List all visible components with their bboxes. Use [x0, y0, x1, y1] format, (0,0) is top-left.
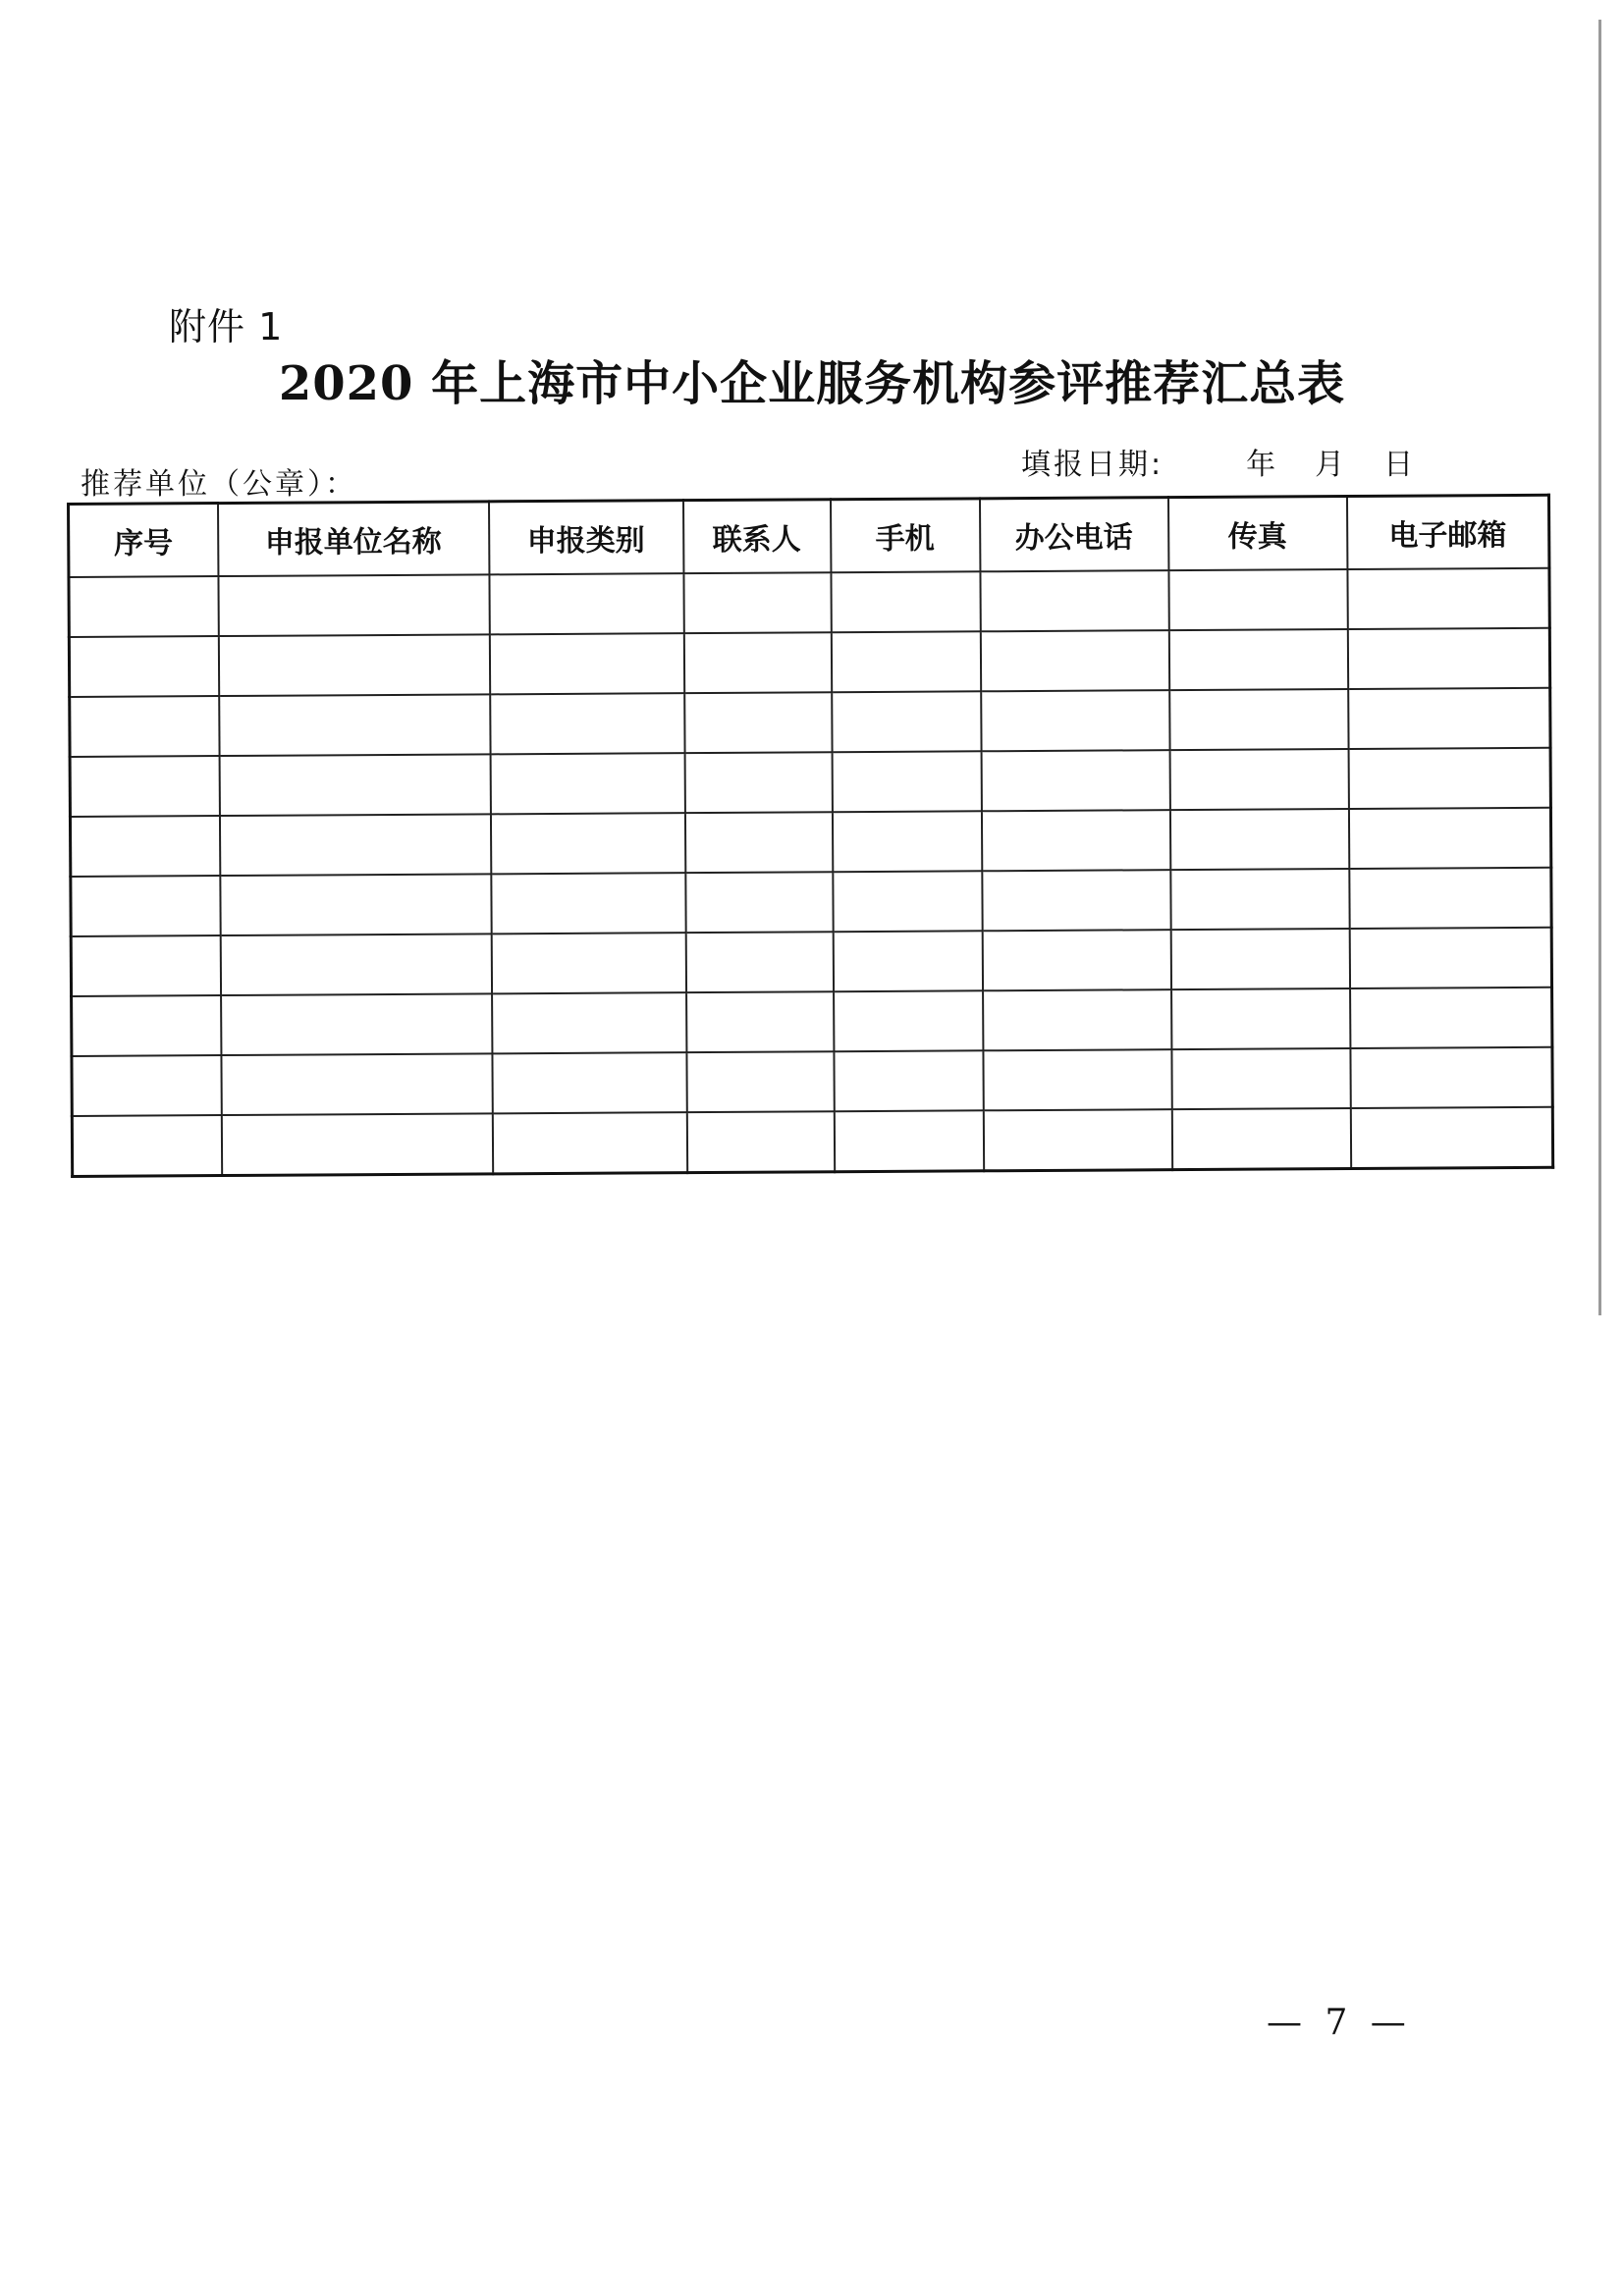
table-cell[interactable]: [490, 753, 684, 814]
summary-table-wrapper: [67, 494, 1551, 1178]
table-cell[interactable]: [70, 816, 219, 877]
table-cell[interactable]: [981, 750, 1169, 811]
page-number: — 7 —: [1267, 2002, 1412, 2043]
table-cell[interactable]: [71, 935, 220, 996]
table-header-row: [69, 495, 1549, 577]
table-cell[interactable]: [72, 1055, 221, 1116]
table-cell[interactable]: [220, 934, 491, 995]
table-cell[interactable]: [686, 1111, 834, 1172]
table-cell[interactable]: [221, 1053, 492, 1115]
table-body: [69, 568, 1553, 1177]
table-cell[interactable]: [69, 576, 218, 637]
table-cell[interactable]: [831, 631, 980, 692]
fill-date: [1021, 440, 1413, 483]
table-cell[interactable]: [982, 870, 1170, 931]
table-cell[interactable]: [1349, 868, 1551, 929]
table-cell[interactable]: [70, 696, 219, 757]
table-cell[interactable]: [981, 810, 1169, 871]
table-cell[interactable]: [492, 992, 686, 1053]
table-cell[interactable]: [490, 693, 684, 754]
table-cell[interactable]: [1348, 688, 1550, 749]
table-cell[interactable]: [221, 993, 492, 1055]
table-cell[interactable]: [69, 636, 218, 697]
scan-edge-line: [1598, 20, 1601, 1315]
table-cell[interactable]: [1171, 988, 1350, 1049]
table-cell[interactable]: [980, 630, 1168, 691]
column-header-contact: 联系人: [682, 500, 830, 573]
table-cell[interactable]: [219, 694, 490, 756]
column-header-category: 申报类别: [489, 501, 683, 575]
table-row: [70, 808, 1550, 877]
table-cell[interactable]: [1169, 809, 1348, 870]
column-header-office-phone: 办公电话: [979, 498, 1167, 572]
column-header-mobile: 手机: [830, 499, 979, 572]
table-cell[interactable]: [491, 873, 685, 934]
table-cell[interactable]: [684, 752, 832, 813]
table-cell[interactable]: [685, 932, 833, 992]
table-cell[interactable]: [219, 754, 490, 816]
table-cell[interactable]: [982, 930, 1170, 990]
table-cell[interactable]: [221, 1113, 492, 1175]
table-cell[interactable]: [983, 1109, 1171, 1171]
table-cell[interactable]: [489, 633, 683, 694]
table-cell[interactable]: [834, 1110, 983, 1171]
table-row: [72, 1107, 1552, 1177]
summary-table: [67, 494, 1554, 1178]
recommending-unit-label: 推荐单位（公章）：: [81, 467, 357, 502]
table-cell[interactable]: [981, 690, 1169, 751]
table-cell[interactable]: [491, 933, 685, 993]
column-header-serial: 序号: [69, 504, 218, 577]
column-header-fax: 传真: [1167, 497, 1346, 571]
table-cell[interactable]: [686, 991, 834, 1052]
column-header-email: 电子邮箱: [1346, 495, 1548, 569]
table-cell[interactable]: [1350, 988, 1552, 1048]
table-cell[interactable]: [1349, 928, 1551, 988]
table-row: [69, 568, 1549, 637]
table-cell[interactable]: [1350, 1107, 1552, 1169]
document-title: 2020 年上海市中小企业服务机构参评推荐汇总表: [278, 356, 1346, 411]
table-cell[interactable]: [1170, 869, 1349, 930]
table-cell[interactable]: [980, 570, 1168, 631]
attachment-label: 附件 1: [169, 305, 284, 348]
table-cell[interactable]: [1350, 1047, 1552, 1108]
table-cell[interactable]: [1347, 568, 1549, 629]
table-cell[interactable]: [490, 813, 684, 874]
table-row: [70, 688, 1550, 757]
table-row: [72, 1047, 1552, 1116]
table-cell[interactable]: [492, 1052, 686, 1113]
table-row: [69, 628, 1549, 697]
month-unit: 月: [1315, 448, 1345, 482]
day-unit: 日: [1383, 448, 1414, 482]
table-cell[interactable]: [1169, 749, 1348, 810]
table-cell[interactable]: [832, 811, 981, 872]
table-cell[interactable]: [220, 874, 491, 935]
table-cell[interactable]: [833, 871, 982, 932]
table-cell[interactable]: [219, 814, 490, 876]
table-cell[interactable]: [1168, 629, 1347, 690]
table-cell[interactable]: [70, 756, 219, 817]
table-cell[interactable]: [72, 995, 221, 1056]
table-cell[interactable]: [685, 872, 833, 933]
table-cell[interactable]: [1169, 689, 1348, 750]
table-cell[interactable]: [1348, 748, 1550, 809]
table-cell[interactable]: [834, 990, 983, 1051]
table-cell[interactable]: [72, 1115, 221, 1176]
table-row: [71, 928, 1551, 996]
table-cell[interactable]: [71, 876, 220, 936]
table-cell[interactable]: [683, 572, 831, 633]
table-cell[interactable]: [492, 1112, 686, 1174]
table-cell[interactable]: [1168, 569, 1347, 630]
table-row: [72, 988, 1552, 1056]
table-cell[interactable]: [1348, 808, 1550, 869]
table-cell[interactable]: [983, 1049, 1171, 1110]
table-cell[interactable]: [218, 634, 489, 696]
table-cell[interactable]: [1171, 1048, 1350, 1109]
table-row: [70, 748, 1550, 817]
table-cell[interactable]: [686, 1051, 834, 1112]
table-cell[interactable]: [684, 812, 832, 873]
column-header-unit-name: 申报单位名称: [218, 502, 489, 576]
table-cell[interactable]: [833, 931, 982, 991]
table-cell[interactable]: [1347, 628, 1549, 689]
fill-date-label: 填报日期:: [1021, 448, 1164, 482]
table-row: [71, 868, 1551, 936]
table-cell[interactable]: [684, 692, 832, 753]
table-cell[interactable]: [218, 574, 489, 636]
table-cell[interactable]: [832, 691, 981, 752]
table-cell[interactable]: [983, 989, 1171, 1050]
table-cell[interactable]: [832, 751, 981, 812]
year-unit: 年: [1246, 448, 1276, 482]
table-cell[interactable]: [1170, 929, 1349, 989]
table-cell[interactable]: [834, 1050, 983, 1111]
table-cell[interactable]: [831, 571, 980, 632]
table-cell[interactable]: [683, 632, 831, 693]
table-cell[interactable]: [1171, 1108, 1350, 1170]
table-cell[interactable]: [489, 573, 683, 634]
